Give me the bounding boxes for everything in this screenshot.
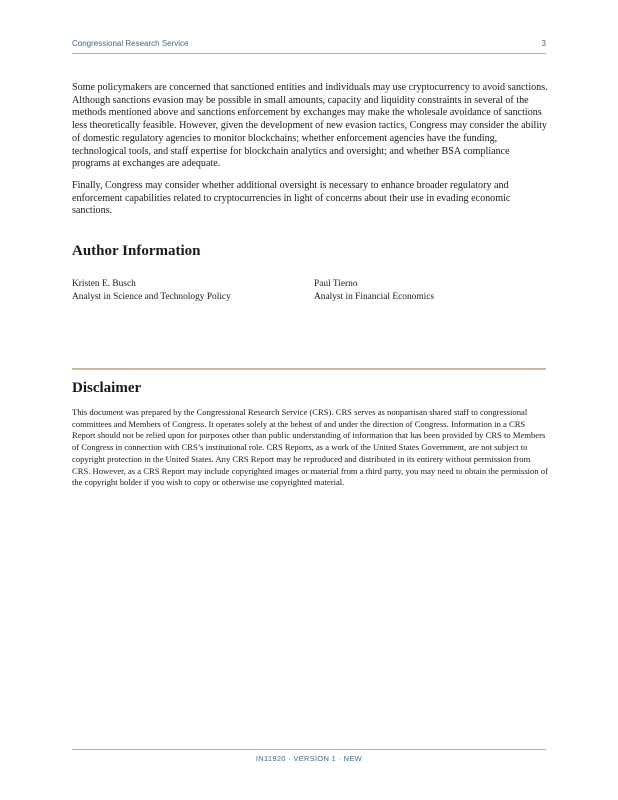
body-paragraph-1: Some policymakers are concerned that sanctioned entities and individuals may use cryptocurrency to avoid sanctions. Although sanctions evasion may be possible in small amounts, capacity and liquidity constraints in several of the methods mentioned above and sanctions enforcement by exchanges may make the wholesale avoidance of sanctions less theoretically feasible. However, given the development of new evasion tactics, Congress may consider the ability of domestic regulatory agencies to monitor blockchains; whether enforcement agencies have the funding, technological tools, and staff expertise for blockchain analytics and oversight; and whether BSA compliance programs at exchanges are adequate. bbox=[72, 82, 548, 170]
author-title: Analyst in Science and Technology Policy bbox=[72, 291, 231, 302]
author-title: Analyst in Financial Economics bbox=[314, 291, 435, 302]
disclaimer-heading: Disclaimer bbox=[72, 380, 142, 396]
page-number: 3 bbox=[541, 39, 546, 48]
footer-divider bbox=[72, 749, 546, 750]
section-divider bbox=[72, 368, 546, 370]
author-block bbox=[314, 278, 434, 303]
author-name: Kristen E. Busch bbox=[72, 279, 136, 289]
page-footer: IN11920 · VERSION 1 · NEW bbox=[255, 754, 363, 763]
page-header bbox=[72, 39, 546, 54]
header-org-name: Congressional Research Service bbox=[72, 39, 189, 48]
author-block bbox=[72, 278, 231, 303]
author-name: Paul Tierno bbox=[314, 279, 358, 289]
disclaimer-text: This document was prepared by the Congressional Research Service (CRS). CRS serves as nonpartisan shared staff to congressional committees and Members of Congress. It operates solely at the behest of and under the direction of Congress. Information in a CRS Report should not be relied upon for purposes other than public understanding of information that has been provided by CRS to Members of Congress in connection with CRS’s institutional role. CRS Reports, as a work of the United States Government, are not subject to copyright protection in the United States. Any CRS Report may be reproduced and distributed in its entirety without permission from CRS. However, as a CRS Report may include copyrighted images or material from a third party, you may need to obtain the permission of the copyright holder if you wish to copy or otherwise use copyrighted material. bbox=[72, 407, 548, 488]
body-paragraph-2: Finally, Congress may consider whether additional oversight is necessary to enhance broader regulatory and enforcement capabilities related to cryptocurrencies in light of concerns about their use in evading economic sanctions. bbox=[72, 180, 511, 217]
author-information-heading: Author Information bbox=[72, 243, 201, 259]
